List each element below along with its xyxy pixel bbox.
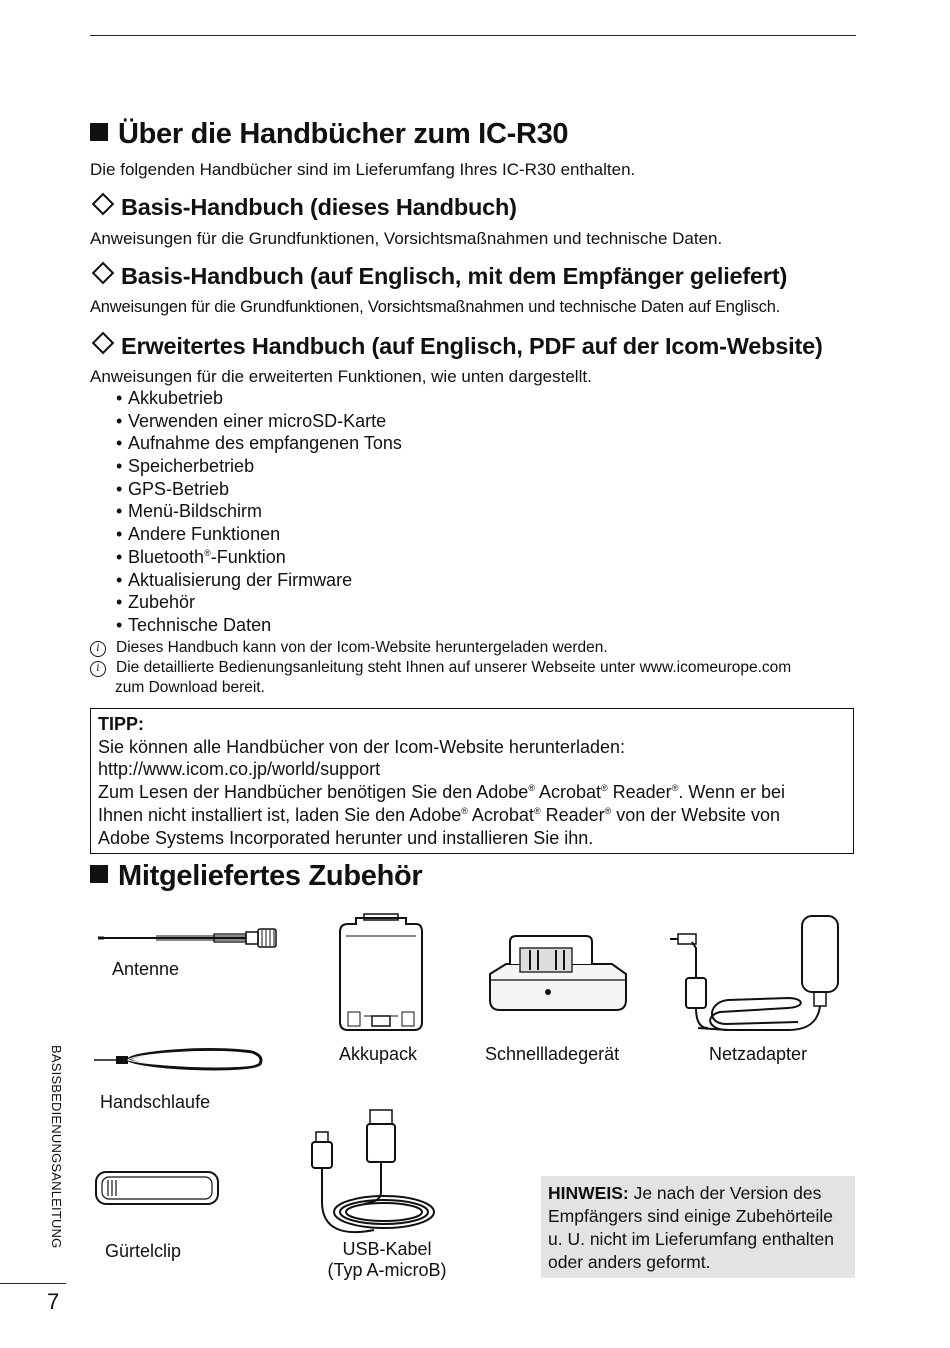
hand-strap-icon — [92, 1044, 267, 1074]
manual-desc-advanced: Anweisungen für die erweiterten Funktionen, wie unten dargestellt. — [90, 367, 592, 386]
manual-heading-advanced: Erweitertes Handbuch (auf Englisch, PDF auf der Icom-Website) — [90, 333, 823, 360]
tip-label: TIPP: — [98, 714, 145, 734]
list-item: • Technische Daten — [116, 614, 272, 635]
section-intro: Die folgenden Handbücher sind im Lieferumfang Ihres IC-R30 enthalten. — [90, 160, 636, 179]
list-item: • Aktualisierung der Firmware — [116, 569, 353, 590]
battery-pack-icon — [338, 912, 424, 1034]
charger-icon — [486, 934, 628, 1014]
antenna-icon — [96, 925, 282, 951]
tip-url[interactable]: http://www.icom.co.jp/world/support — [98, 759, 381, 780]
list-item: • Aufnahme des empfangenen Tons — [116, 433, 402, 454]
caption-battery: Akkupack — [339, 1044, 418, 1064]
diamond-bullet-icon — [92, 332, 115, 355]
caption-usb: USB-Kabel (Typ A-microB) — [327, 1239, 447, 1280]
list-item: • Bluetooth®-Funktion — [116, 546, 286, 567]
note-download: i Dieses Handbuch kann von der Icom-Website heruntergeladen werden. — [90, 638, 608, 658]
info-icon: i — [90, 641, 106, 657]
tip-box — [90, 708, 854, 854]
note-website: i Die detaillierte Bedienungsanleitung steht Ihnen auf unserer Webseite unter www.icomeurope.com zum Download bereit. — [90, 658, 791, 698]
manual-heading-basic: Basis-Handbuch (dieses Handbuch) — [90, 194, 517, 221]
diamond-bullet-icon — [92, 193, 115, 216]
tip-line: Ihnen nicht installiert ist, laden Sie den Adobe® Acrobat® Reader® von der Website von — [98, 804, 781, 825]
list-item: • Zubehör — [116, 592, 196, 613]
square-bullet-icon — [90, 865, 108, 883]
caption-strap: Handschlaufe — [100, 1092, 211, 1112]
caption-antenna: Antenne — [112, 959, 180, 979]
tip-line: Zum Lesen der Handbücher benötigen Sie den Adobe® Acrobat® Reader®. Wenn er bei — [98, 782, 786, 803]
tip-line: Adobe Systems Incorporated herunter und installieren Sie ihn. — [98, 827, 594, 848]
usb-cable-icon — [304, 1106, 438, 1240]
manual-desc-basic-english: Anweisungen für die Grundfunktionen, Vorsichtsmaßnahmen und technische Daten auf Englisch. — [90, 298, 781, 316]
manual-desc-basic: Anweisungen für die Grundfunktionen, Vorsichtsmaßnahmen und technische Daten. — [90, 229, 723, 248]
page-number: 7 — [47, 1289, 60, 1314]
caption-adapter: Netzadapter — [709, 1044, 808, 1064]
section-heading-manuals: Über die Handbücher zum IC-R30 — [90, 118, 568, 151]
square-bullet-icon — [90, 123, 108, 141]
top-rule — [90, 35, 856, 36]
ac-adapter-icon — [668, 912, 844, 1044]
tip-line: Sie können alle Handbücher von der Icom-Website herunterladen: — [98, 736, 625, 757]
list-item: • Verwenden einer microSD-Karte — [116, 410, 387, 431]
info-icon: i — [90, 661, 106, 677]
list-item: • Speicherbetrieb — [116, 456, 255, 477]
caption-charger: Schnellladegerät — [485, 1044, 620, 1064]
list-item: • Andere Funktionen — [116, 524, 281, 545]
list-item: • Menü-Bildschirm — [116, 501, 263, 522]
list-item: • GPS-Betrieb — [116, 478, 230, 499]
advanced-functions-list — [116, 387, 402, 637]
list-item: • Akkubetrieb — [116, 388, 224, 408]
manual-heading-basic-english: Basis-Handbuch (auf Englisch, mit dem Empfänger geliefert) — [90, 263, 787, 290]
belt-clip-icon — [94, 1168, 220, 1208]
diamond-bullet-icon — [92, 262, 115, 285]
section-heading-accessories: Mitgeliefertes Zubehör — [90, 860, 422, 893]
page-rule — [0, 1283, 66, 1284]
note-label: HINWEIS: — [548, 1183, 629, 1203]
caption-belt-clip: Gürtelclip — [105, 1241, 182, 1261]
note-box: HINWEIS: Je nach der Version des Empfängers sind einige Zubehörteile u. U. nicht im Lieferumfang enthalten oder anders geformt. — [541, 1176, 855, 1278]
side-label: BASISBEDIENUNGSANLEITUNG — [49, 1045, 64, 1249]
